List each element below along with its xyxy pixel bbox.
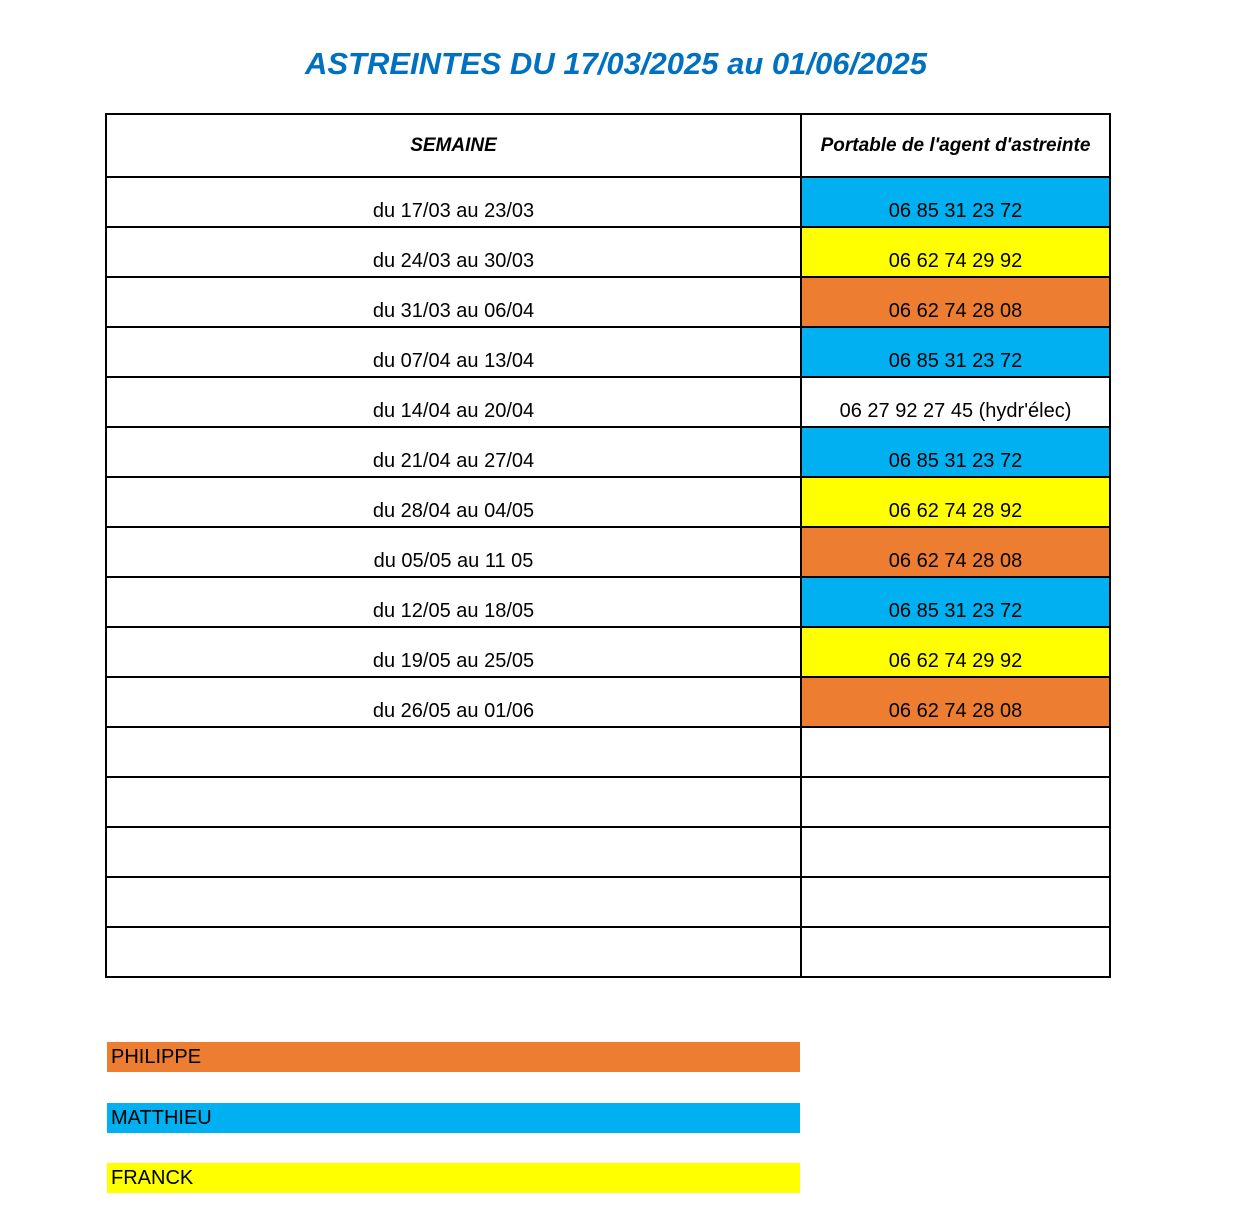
page-title: ASTREINTES DU 17/03/2025 au 01/06/2025: [304, 46, 928, 81]
schedule-body: [106, 177, 1110, 977]
table-row: [106, 427, 1110, 477]
phone-cell: 06 62 74 28 08: [801, 677, 1110, 727]
week-cell: du 12/05 au 18/05: [106, 577, 801, 627]
week-cell: [106, 827, 801, 877]
phone-cell: [801, 877, 1110, 927]
week-cell: du 31/03 au 06/04: [106, 277, 801, 327]
phone-cell: 06 27 92 27 45 (hydr'élec): [801, 377, 1110, 427]
week-cell: du 21/04 au 27/04: [106, 427, 801, 477]
week-column-header: SEMAINE: [106, 114, 801, 177]
phone-cell: [801, 777, 1110, 827]
week-cell: du 26/05 au 01/06: [106, 677, 801, 727]
phone-cell: 06 85 31 23 72: [801, 427, 1110, 477]
phone-cell: 06 62 74 28 08: [801, 527, 1110, 577]
phone-cell: [801, 827, 1110, 877]
table-row: [106, 377, 1110, 427]
week-cell: du 19/05 au 25/05: [106, 627, 801, 677]
week-cell: [106, 927, 801, 977]
week-cell: du 17/03 au 23/03: [106, 177, 801, 227]
phone-cell: 06 62 74 29 92: [801, 227, 1110, 277]
table-row: [106, 727, 1110, 777]
table-row: [106, 777, 1110, 827]
table-row: [106, 327, 1110, 377]
week-cell: [106, 777, 801, 827]
week-cell: [106, 877, 801, 927]
table-row: [106, 677, 1110, 727]
table-row: [106, 277, 1110, 327]
table-row: [106, 627, 1110, 677]
table-row: [106, 227, 1110, 277]
week-cell: du 28/04 au 04/05: [106, 477, 801, 527]
legend-item-matthieu: MATTHIEU: [107, 1103, 800, 1133]
week-cell: [106, 727, 801, 777]
phone-cell: [801, 727, 1110, 777]
week-cell: du 14/04 au 20/04: [106, 377, 801, 427]
phone-cell: 06 62 74 29 92: [801, 627, 1110, 677]
phone-cell: [801, 927, 1110, 977]
week-cell: du 24/03 au 30/03: [106, 227, 801, 277]
table-row: [106, 577, 1110, 627]
week-cell: du 05/05 au 11 05: [106, 527, 801, 577]
week-cell: du 07/04 au 13/04: [106, 327, 801, 377]
phone-cell: 06 62 74 28 08: [801, 277, 1110, 327]
table-row: [106, 477, 1110, 527]
table-row: [106, 827, 1110, 877]
table-row: [106, 177, 1110, 227]
phone-cell: 06 62 74 28 92: [801, 477, 1110, 527]
schedule-table: [105, 113, 1111, 978]
phone-column-header: Portable de l'agent d'astreinte: [801, 114, 1110, 177]
phone-cell: 06 85 31 23 72: [801, 177, 1110, 227]
table-row: [106, 527, 1110, 577]
legend-item-philippe: PHILIPPE: [107, 1042, 800, 1072]
table-row: [106, 877, 1110, 927]
header-row: [106, 114, 1110, 177]
table-row: [106, 927, 1110, 977]
phone-cell: 06 85 31 23 72: [801, 577, 1110, 627]
phone-cell: 06 85 31 23 72: [801, 327, 1110, 377]
legend-item-franck: FRANCK: [107, 1163, 800, 1193]
